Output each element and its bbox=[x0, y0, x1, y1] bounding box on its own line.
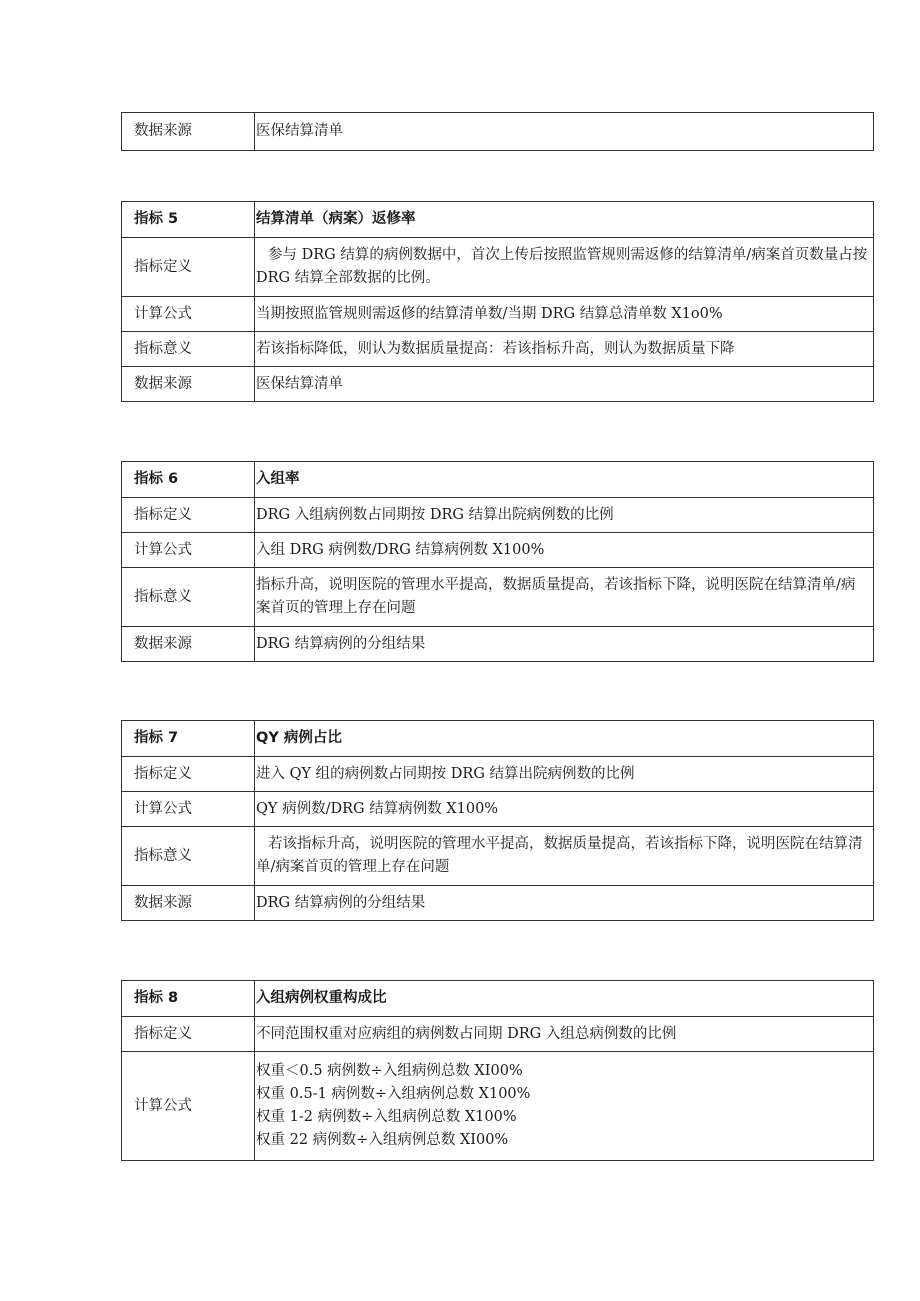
table-header-row bbox=[122, 462, 874, 498]
table-row bbox=[122, 367, 874, 402]
row-value: DRG 入组病例数占同期按 DRG 结算出院病例数的比例 bbox=[255, 498, 874, 533]
row-value: 当期按照监管规则需返修的结算清单数/当期 DRG 结算总清单数 X1o0% bbox=[255, 297, 874, 332]
table-row bbox=[122, 498, 874, 533]
table-row bbox=[122, 332, 874, 367]
indicator-title: 入组病例权重构成比 bbox=[255, 981, 874, 1017]
row-value: DRG 结算病例的分组结果 bbox=[255, 627, 874, 662]
table-row bbox=[122, 568, 874, 627]
indicator-title: 入组率 bbox=[255, 462, 874, 498]
formula-line: 权重＜0.5 病例数÷入组病例总数 XI00% bbox=[256, 1063, 523, 1079]
table-row bbox=[122, 1052, 874, 1161]
indicator-number: 指标 6 bbox=[122, 462, 255, 498]
table-indicator-5 bbox=[121, 201, 874, 402]
row-value: 医保结算清单 bbox=[255, 113, 874, 151]
row-label: 指标意义 bbox=[122, 332, 255, 367]
formula-lines bbox=[255, 1052, 874, 1161]
row-label: 数据来源 bbox=[122, 367, 255, 402]
row-label: 数据来源 bbox=[122, 627, 255, 662]
row-value: DRG 结算病例的分组结果 bbox=[255, 886, 874, 921]
row-value: 若该指标降低，则认为数据质量提高：若该指标升高，则认为数据质量下降 bbox=[255, 332, 874, 367]
row-label: 指标意义 bbox=[122, 827, 255, 886]
table-row bbox=[122, 627, 874, 662]
row-label: 计算公式 bbox=[122, 1052, 255, 1161]
formula-line: 权重 1-2 病例数÷入组病例总数 X100% bbox=[256, 1109, 517, 1125]
row-value: 入组 DRG 病例数/DRG 结算病例数 X100% bbox=[255, 533, 874, 568]
row-label: 指标定义 bbox=[122, 238, 255, 297]
row-value: 指标升高，说明医院的管理水平提高，数据质量提高，若该指标下降，说明医院在结算清单/病案首页的管理上存在问题 bbox=[255, 568, 874, 627]
row-value: 参与 DRG 结算的病例数据中，首次上传后按照监管规则需返修的结算清单/病案首页数量占按 DRG 结算全部数据的比例。 bbox=[255, 238, 874, 297]
table-header-row bbox=[122, 981, 874, 1017]
row-label: 数据来源 bbox=[122, 113, 255, 151]
formula-line: 权重 22 病例数÷入组病例总数 XI00% bbox=[256, 1132, 509, 1148]
row-value: 进入 QY 组的病例数占同期按 DRG 结算出院病例数的比例 bbox=[255, 757, 874, 792]
indicator-number: 指标 7 bbox=[122, 721, 255, 757]
row-value: 医保结算清单 bbox=[255, 367, 874, 402]
table-row bbox=[122, 297, 874, 332]
row-label: 计算公式 bbox=[122, 792, 255, 827]
formula-line: 权重 0.5-1 病例数÷入组病例总数 X100% bbox=[256, 1086, 531, 1102]
row-value: 若该指标升高，说明医院的管理水平提高，数据质量提高，若该指标下降，说明医院在结算清单/病案首页的管理上存在问题 bbox=[255, 827, 874, 886]
table-header-row bbox=[122, 721, 874, 757]
indicator-title: QY 病例占比 bbox=[255, 721, 874, 757]
table-indicator-4-tail bbox=[121, 112, 874, 151]
row-label: 指标定义 bbox=[122, 498, 255, 533]
table-row bbox=[122, 113, 874, 151]
row-label: 计算公式 bbox=[122, 297, 255, 332]
table-row bbox=[122, 827, 874, 886]
indicator-number: 指标 8 bbox=[122, 981, 255, 1017]
indicator-title: 结算清单（病案）返修率 bbox=[255, 202, 874, 238]
table-row bbox=[122, 792, 874, 827]
row-value: 不同范围权重对应病组的病例数占同期 DRG 入组总病例数的比例 bbox=[255, 1017, 874, 1052]
indicator-number: 指标 5 bbox=[122, 202, 255, 238]
table-row bbox=[122, 1017, 874, 1052]
table-indicator-8 bbox=[121, 980, 874, 1161]
row-label: 指标定义 bbox=[122, 1017, 255, 1052]
row-label: 计算公式 bbox=[122, 533, 255, 568]
table-indicator-7 bbox=[121, 720, 874, 921]
table-row bbox=[122, 238, 874, 297]
row-label: 数据来源 bbox=[122, 886, 255, 921]
table-row bbox=[122, 533, 874, 568]
row-label: 指标定义 bbox=[122, 757, 255, 792]
table-row bbox=[122, 886, 874, 921]
table-indicator-6 bbox=[121, 461, 874, 662]
row-label: 指标意义 bbox=[122, 568, 255, 627]
table-row bbox=[122, 757, 874, 792]
row-value: QY 病例数/DRG 结算病例数 X100% bbox=[255, 792, 874, 827]
table-header-row bbox=[122, 202, 874, 238]
